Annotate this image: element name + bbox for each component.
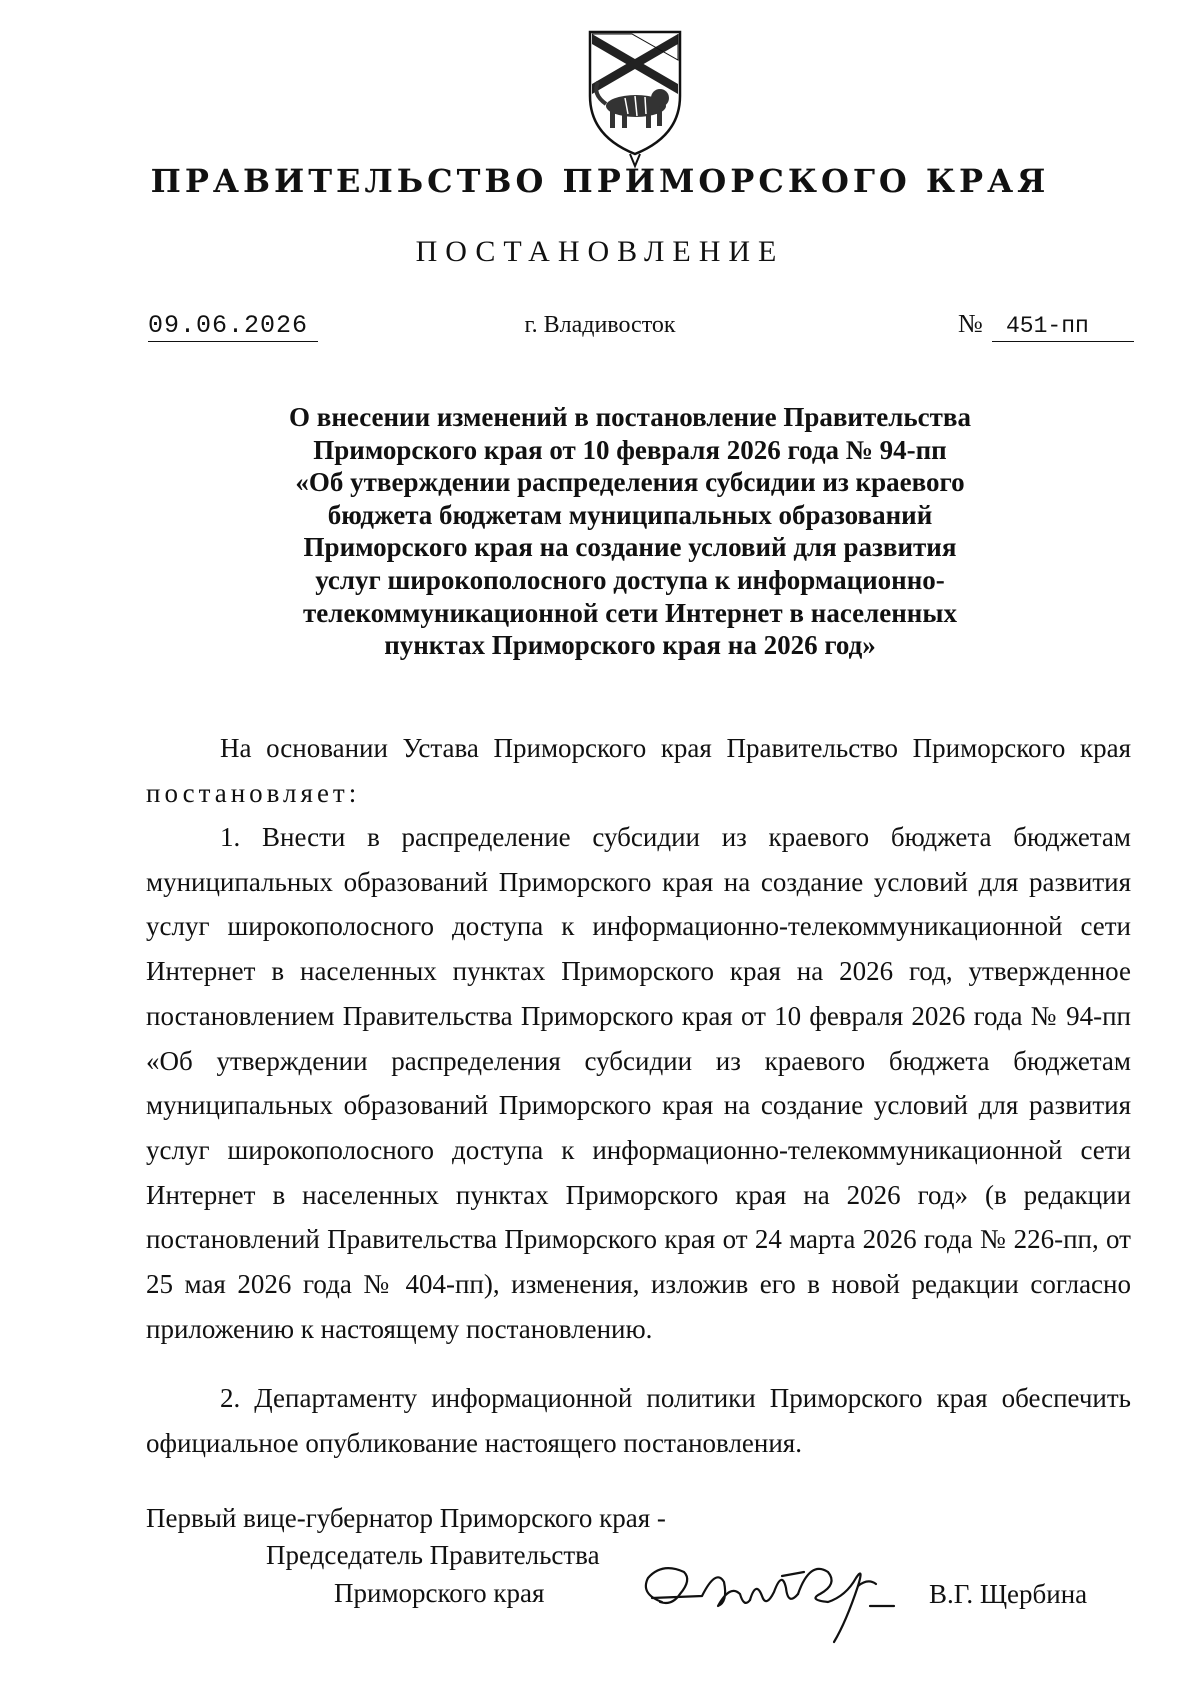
clause-2	[146, 1376, 1131, 1465]
document-heading	[200, 401, 1060, 662]
clause-1	[146, 815, 1131, 1351]
heading-line: Приморского края на создание условий для развития	[303, 532, 957, 563]
signer-name: В.Г. Щербина	[929, 1579, 1088, 1609]
handwritten-signature-icon	[632, 1550, 902, 1650]
signer-position-line-3: Приморского края	[334, 1578, 545, 1608]
resolves-word: постановляет:	[146, 777, 361, 808]
preamble-text: На основании Устава Приморского края Правительство Приморского края	[220, 733, 1131, 763]
document-type: ПОСТАНОВЛЕНИЕ	[415, 235, 785, 268]
heading-line: телекоммуникационной сети Интернет в населенных	[303, 597, 957, 628]
heading-line: пунктах Приморского края на 2026 год»	[384, 630, 876, 661]
heading-line: О внесении изменений в постановление Правительства	[289, 402, 971, 432]
clause-2-text: 2. Департаменту информационной политики Приморского края обеспечить официальное опубликование настоящего постановления.	[146, 1383, 1131, 1458]
document-city: г. Владивосток	[524, 312, 676, 338]
signer-position-line-2: Председатель Правительства	[266, 1540, 600, 1570]
preamble-paragraph	[146, 726, 1131, 815]
signer-position-line-1: Первый вице-губернатор Приморского края -	[146, 1503, 666, 1533]
document-number: 451-пп	[992, 311, 1134, 342]
heading-line: «Об утверждении распределения субсидии из краевого	[295, 467, 965, 498]
heading-line: Приморского края от 10 февраля 2026 года № 94-пп	[313, 434, 947, 465]
heading-line: услуг широкополосного доступа к информационно-	[315, 564, 945, 595]
clause-1-text: 1. Внести в распределение субсидии из краевого бюджета бюджетам муниципальных образований Приморского края на создание условий для развития услуг широкополосного доступа к информационно-телекоммуникационной сети Интернет в населенных пунктах Приморского края на 2026 год, утвержденное постановлением Правительства Приморского края от 10 февраля 2026 года № 94-пп «Об утверждении распределения субсидии из краевого бюджета бюджетам муниципальных образований Приморского края на создание условий для развития услуг широкополосного доступа к информационно-телекоммуникационной сети Интернет в населенных пунктах Приморского края на 2026 год» (в редакции постановлений Правительства Приморского края от 24 марта 2026 года № 226-пп, от 25 мая 2026 года № 404-пп), изменения, изложив его в новой редакции согласно приложению к настоящему постановлению.	[146, 822, 1131, 1344]
government-name: ПРАВИТЕЛЬСТВО ПРИМОРСКОГО КРАЯ	[150, 162, 1050, 200]
number-sign: №	[958, 309, 983, 338]
heading-line: бюджета бюджетам муниципальных образований	[327, 499, 933, 530]
document-date: 09.06.2026	[148, 311, 318, 342]
coat-of-arms-icon	[580, 24, 690, 174]
